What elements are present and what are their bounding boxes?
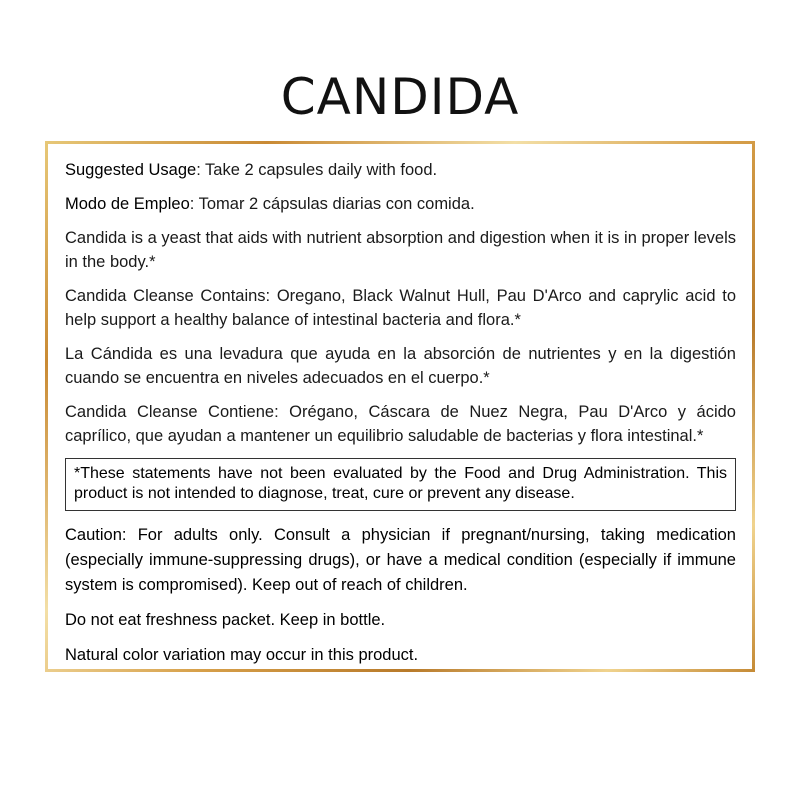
modo-de-empleo-label: Modo de Empleo bbox=[65, 195, 190, 213]
contents-es: Candida Cleanse Contiene: Orégano, Cáscara de Nuez Negra, Pau D'Arco y ácido caprílico, que ayudan a mantener un equilibrio saludable de bacterias y flora intestinal.* bbox=[65, 403, 736, 445]
description-en: Candida is a yeast that aids with nutrient absorption and digestion when it is in proper levels in the body.* bbox=[65, 229, 736, 271]
fda-disclaimer-box: *These statements have not been evaluated by the Food and Drug Administration. This product is not intended to diagnose, treat, cure or prevent any disease. bbox=[65, 458, 736, 511]
modo-de-empleo bbox=[65, 192, 736, 216]
freshness-warning: Do not eat freshness packet. Keep in bottle. bbox=[65, 611, 386, 629]
description-es: La Cándida es una levadura que ayuda en la absorción de nutrientes y en la digestión cuando se encuentra en niveles adecuados en el cuerpo.* bbox=[65, 345, 736, 387]
page-title: CANDIDA bbox=[280, 68, 520, 126]
modo-de-empleo-text: : Tomar 2 cápsulas diarias con comida. bbox=[189, 195, 475, 213]
suggested-usage-label: Suggested Usage bbox=[65, 161, 197, 179]
suggested-usage-text: : Take 2 capsules daily with food. bbox=[196, 161, 438, 179]
color-variation-note: Natural color variation may occur in this product. bbox=[65, 646, 419, 664]
suggested-usage bbox=[65, 158, 736, 182]
gold-border-frame bbox=[45, 141, 755, 672]
contents-en: Candida Cleanse Contains: Oregano, Black Walnut Hull, Pau D'Arco and caprylic acid to help support a healthy balance of intestinal bacteria and flora.* bbox=[65, 287, 736, 329]
label-content bbox=[48, 144, 752, 669]
caution-text: Caution: For adults only. Consult a physician if pregnant/nursing, taking medication (especially immune-suppressing drugs), or have a medical condition (especially if immune system is compromised). Keep out of reach of children. bbox=[65, 526, 736, 594]
